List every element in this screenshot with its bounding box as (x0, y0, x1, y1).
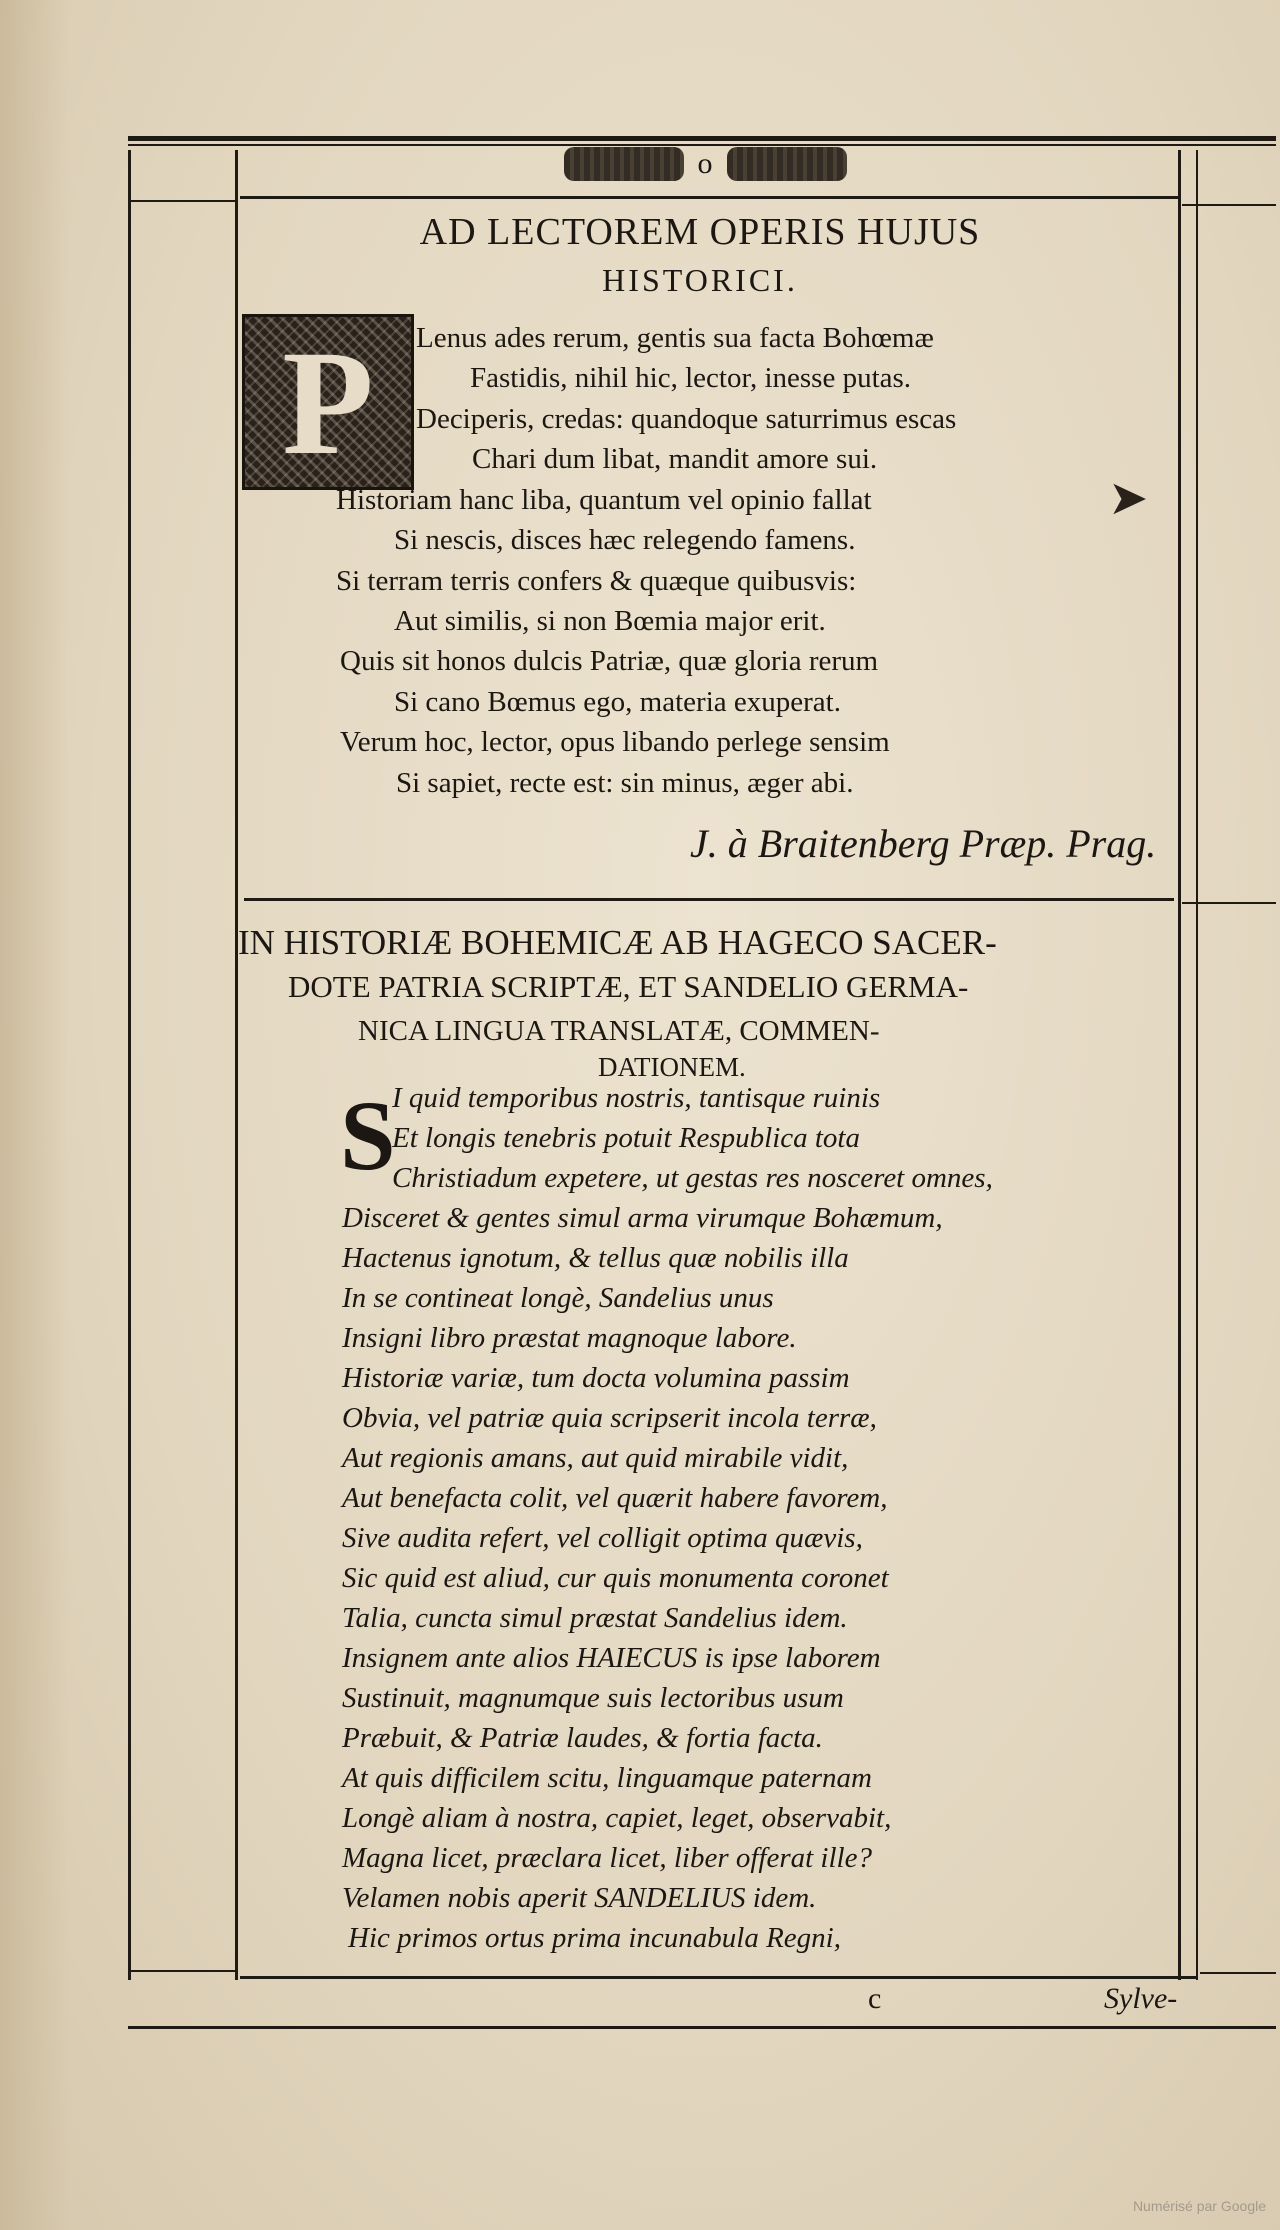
poem1-line: Fastidis, nihil hic, lector, inesse putas. (470, 362, 912, 394)
signature-mark: c (868, 1982, 882, 2015)
poem2-line: Sive audita refert, vel colligit optima quævis, (342, 1522, 863, 1554)
poem2-line: Aut regionis amans, aut quid mirabile vidit, (342, 1442, 849, 1474)
poem2-line: Insigni libro præstat magnoque labore. (342, 1322, 797, 1354)
catchword: Sylve- (1104, 1982, 1178, 2015)
right-margin-rule-top (1182, 204, 1276, 206)
poem2-line: Hic primos ortus prima incunabula Regni, (348, 1922, 841, 1954)
poem1-line: Lenus ades rerum, gentis sua facta Bohœmæ (416, 322, 934, 354)
poem2-line: Obvia, vel patriæ quia scripserit incola terræ, (342, 1402, 877, 1434)
left-margin-rule-bottom (128, 1970, 236, 1972)
section-divider-rule (244, 898, 1174, 901)
poem1-line: Deciperis, credas: quandoque saturrimus escas (416, 403, 957, 435)
digitization-watermark: Numérisé par Google (1132, 2198, 1266, 2214)
poem2-line: Velamen nobis aperit SANDELIUS idem. (342, 1882, 817, 1914)
poem2-line: I quid temporibus nostris, tantisque ruinis (392, 1082, 881, 1114)
poem1-line: Si nescis, disces hæc relegendo famens. (394, 524, 856, 556)
bottom-rule (240, 1976, 1198, 1979)
poem2-line: Hactenus ignotum, & tellus quæ nobilis illa (342, 1242, 849, 1274)
signature: J. à Braitenberg Præp. Prag. (690, 821, 1157, 866)
poem2-line: Aut benefacta colit, vel quærit habere favorem, (342, 1482, 888, 1514)
left-outer-rule (128, 150, 131, 1980)
poem2-line: Insignem ante alios HAIECUS is ipse laborem (342, 1642, 881, 1674)
header-rule (240, 196, 1180, 199)
left-inner-rule (235, 150, 238, 1980)
heading2-line2: DOTE PATRIA SCRIPTÆ, ET SANDELIO GERMA- (288, 969, 969, 1004)
left-margin-rule-top (128, 200, 236, 202)
right-inner-rule (1178, 150, 1181, 1980)
footer-rule (128, 2026, 1276, 2029)
heading2-line4: DATIONEM. (598, 1052, 746, 1082)
poem1-line: Verum hoc, lector, opus libando perlege sensim (340, 726, 890, 758)
poem2-line: In se contineat longè, Sandelius unus (342, 1282, 774, 1314)
margin-arrow-mark-icon: ➤ (1108, 472, 1149, 525)
poem2-line: Magna licet, præclara licet, liber offerat ille? (342, 1842, 872, 1874)
right-margin-rule-bottom (1200, 1972, 1276, 1974)
ornament-right (727, 147, 847, 181)
heading2-line3: NICA LINGUA TRANSLATÆ, COMMEN- (358, 1015, 880, 1047)
dropcap-p-letter: P (282, 320, 374, 486)
section-divider-rule-right (1182, 902, 1276, 904)
heading1-line1: AD LECTOREM OPERIS HUJUS (419, 211, 981, 253)
poem2-line: Sic quid est aliud, cur quis monumenta coronet (342, 1562, 889, 1594)
poem1-line: Aut similis, si non Bœmia major erit. (394, 605, 826, 637)
poem2-line: Talia, cuncta simul præstat Sandelius idem. (342, 1602, 848, 1634)
poem2-line: Longè aliam à nostra, capiet, leget, observabit, (342, 1802, 892, 1834)
poem1-line: Historiam hanc liba, quantum vel opinio fallat (336, 484, 872, 516)
poem1-line: Quis sit honos dulcis Patriæ, quæ gloria rerum (340, 645, 879, 677)
dropcap-s: S (340, 1080, 396, 1191)
right-outer-rule (1196, 150, 1198, 1980)
poem1-line: Si sapiet, recte est: sin minus, æger abi. (396, 767, 854, 799)
page-gutter-shadow (0, 0, 70, 2230)
poem2-line: Et longis tenebris potuit Respublica tota (392, 1122, 860, 1154)
poem2-line: Christiadum expetere, ut gestas res nosceret omnes, (392, 1162, 993, 1194)
poem1-line: Si cano Bœmus ego, materia exuperat. (394, 686, 841, 718)
head-ornament (550, 142, 860, 186)
poem1-line: Chari dum libat, mandit amore sui. (472, 443, 878, 475)
poem2-line: Præbuit, & Patriæ laudes, & fortia facta. (342, 1722, 823, 1754)
poem2-line: At quis difficilem scitu, linguamque paternam (342, 1762, 873, 1794)
top-rule (128, 136, 1276, 141)
poem2-line: Sustinuit, magnumque suis lectoribus usum (342, 1682, 844, 1714)
heading1-line2: HISTORICI. (602, 262, 798, 298)
poem2-line: Disceret & gentes simul arma virumque Bohæmum, (342, 1202, 943, 1234)
heading2-line1: IN HISTORIÆ BOHEMICÆ AB HAGECO SACER- (238, 923, 997, 962)
dropcap-p (242, 314, 414, 490)
poem2-line: Historiæ variæ, tum docta volumina passim (342, 1362, 850, 1394)
ornament-left (564, 147, 684, 181)
ornament-center: o (697, 147, 713, 180)
poem1-line: Si terram terris confers & quæque quibusvis: (336, 565, 857, 597)
